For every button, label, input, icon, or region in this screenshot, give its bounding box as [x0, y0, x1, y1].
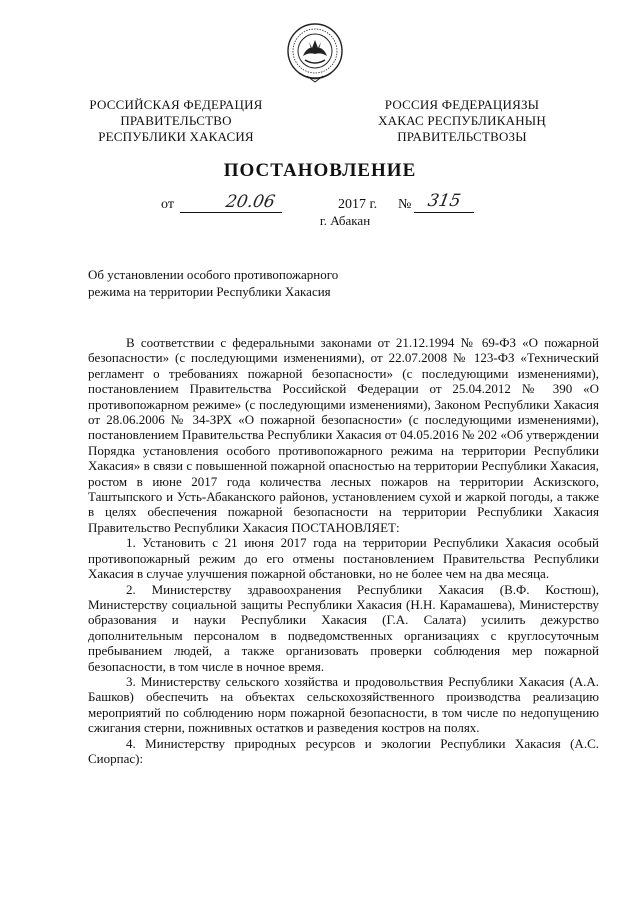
- clause-2-paragraph: 2. Министерству здравоохранения Республики Хакасия (В.Ф. Костюш), Министерству социальной защиты Республики Хакасия (Н.Н. Карамашева), Министерству образования и науки Республики Хакасия (Г.А. Салата) усилить дежурство дополнительным персоналом в подведомственных организациях с круглосуточным пребыванием людей, а также организовать проверки соблюдения мер пожарной безопасности, в том числе в ночное время.: [88, 581, 599, 674]
- year-label: 2017 г.: [338, 197, 378, 212]
- from-label: от: [161, 197, 174, 212]
- clause-3-paragraph: 3. Министерству сельского хозяйства и продовольствия Республики Хакасия (А.А. Башков) обеспечить на объектах сельскохозяйственного производства реализацию мероприятий по соблюдению норм пожарной безопасности, в том числе по недопущению сжигания стерни, пожнивных остатков и разведения костров на полях.: [88, 673, 599, 736]
- header-line: РЕСПУБЛИКИ ХАКАСИЯ: [98, 129, 254, 144]
- document-body: [88, 335, 599, 766]
- handwritten-number: 315: [426, 191, 463, 211]
- document-title: ПОСТАНОВЛЕНИЕ: [223, 160, 417, 181]
- header-line: РОССИЙСКАЯ ФЕДЕРАЦИЯ: [89, 97, 263, 112]
- handwritten-date: 20.06: [224, 192, 277, 212]
- subject-line: режима на территории Республики Хакасия: [88, 284, 331, 299]
- header-line: РОССИЯ ФЕДЕРАЦИЯЗЫ: [384, 97, 540, 112]
- clause-4-paragraph: 4. Министерству природных ресурсов и экологии Республики Хакасия (А.С. Сиорпас):: [88, 735, 599, 766]
- preamble-paragraph: В соответствии с федеральными законами от 21.12.1994 № 69-ФЗ «О пожарной безопасности» (с последующими изменениями), от 22.07.2008 № 123-ФЗ «Технический регламент о требованиях пожарной безопасности» (с последующими изменениями), постановлением Правительства Российской Федерации от 25.04.2012 № 390 «О противопожарном режиме» (с последующими изменениями), Законом Республики Хакасия от 28.06.2006 № 34-ЗРХ «О пожарной безопасности» (с последующими изменениями), постановлением Правительства Республики Хакасия от 04.05.2016 № 202 «Об утверждении Порядка установления особого противопожарного режима на территории Республики Хакасия» в связи с повышенной пожарной опасностью на территории Республики Хакасия, ростом в июне 2017 года количества лесных пожаров на территории Аскизского, Таштыпского и Усть-Абаканского районов, установлением сухой и жаркой погоды, а также в целях обеспечения пожарной безопасности на территории Республики Хакасия Правительство Республики Хакасия ПОСТАНОВЛЯЕТ:: [88, 335, 599, 535]
- header-line: ПРАВИТЕЛЬСТВО: [120, 113, 232, 128]
- number-sign: №: [398, 197, 412, 212]
- header-line: ПРАВИТЕЛЬСТВОЗЫ: [397, 129, 527, 144]
- city-label: г. Абакан: [319, 213, 371, 228]
- header-russian: [66, 97, 286, 145]
- header-line: ХАКАС РЕСПУБЛИКАНЫҢ: [378, 113, 546, 128]
- subject-line: Об установлении особого противопожарного: [88, 267, 339, 282]
- coat-of-arms-emblem: [285, 18, 345, 88]
- subject-heading: [88, 266, 388, 300]
- clause-1-paragraph: 1. Установить с 21 июня 2017 года на территории Республики Хакасия особый противопожарный режим до его отмены постановлением Правительства Республики Хакасия в случае улучшения пожарной обстановки, но не более чем на два месяца.: [88, 535, 599, 582]
- header-khakas: [352, 97, 572, 145]
